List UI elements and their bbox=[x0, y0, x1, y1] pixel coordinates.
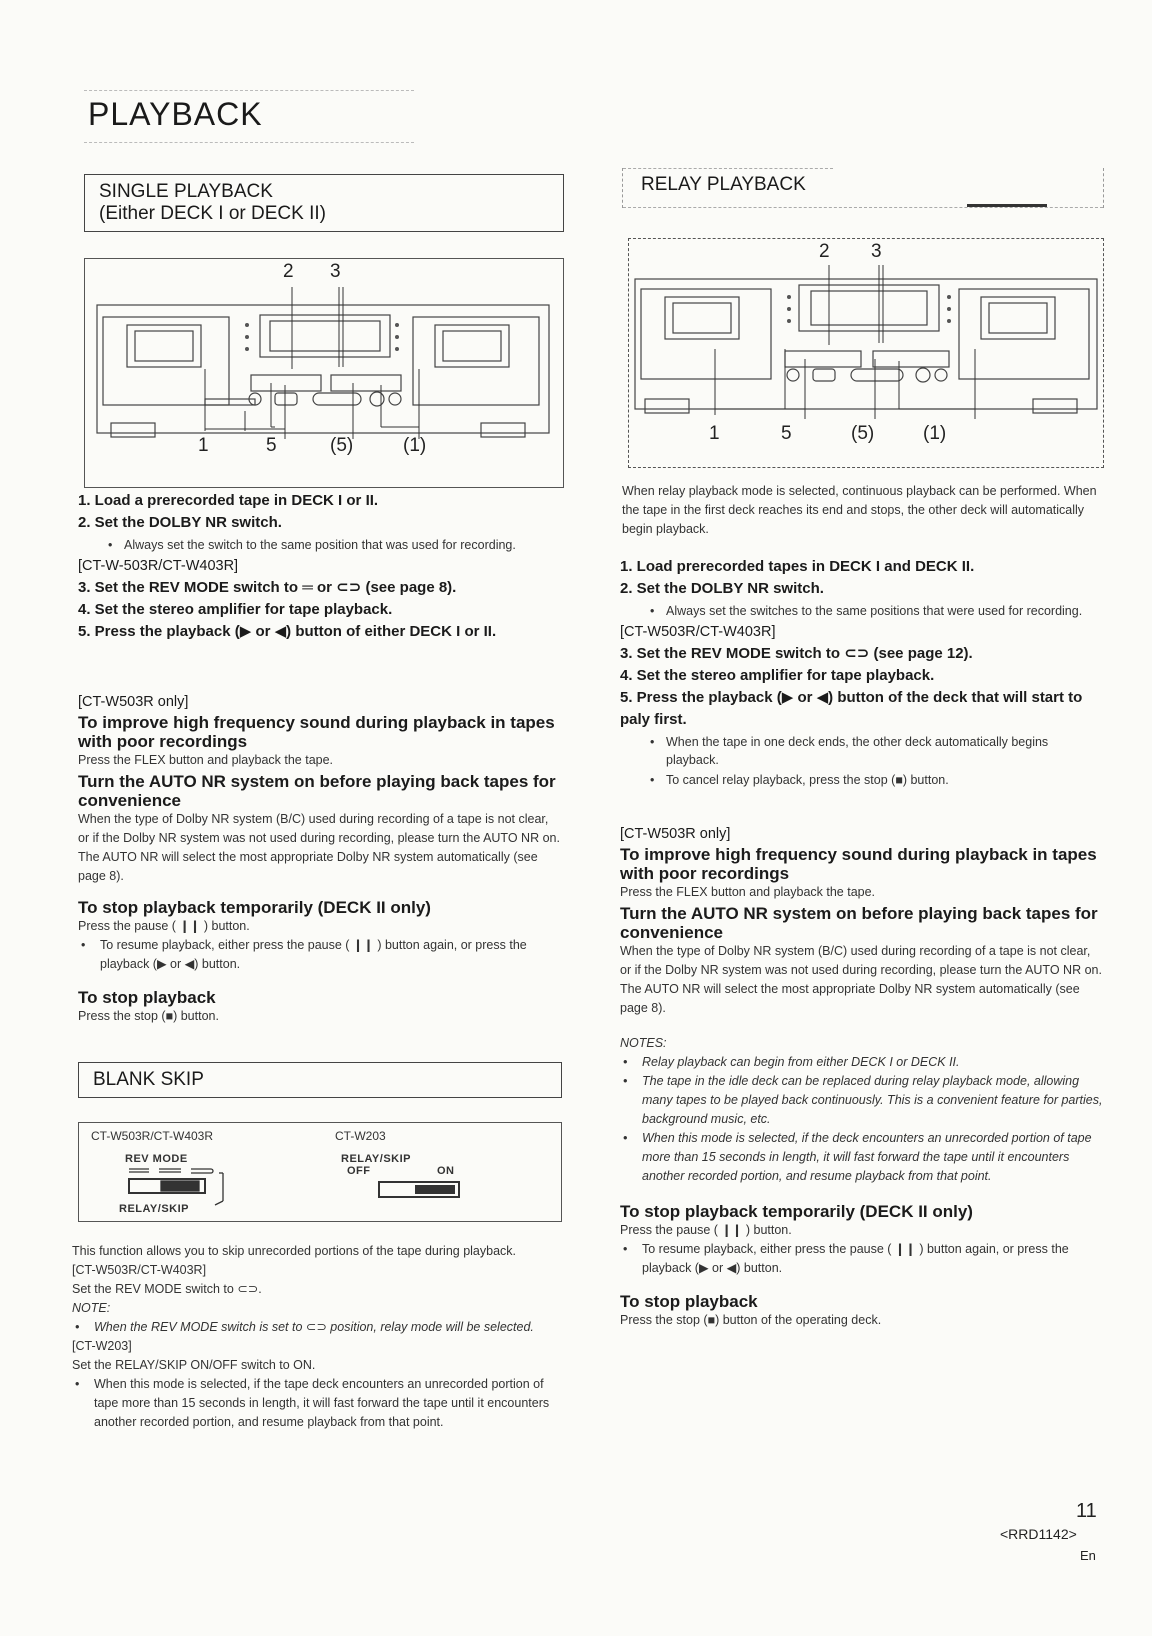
relay-step5-bullet-2: • To cancel relay playback, press the stop (■) button. bbox=[620, 771, 1104, 789]
relay-note-2: • The tape in the idle deck can be replaced during relay playback mode, allowing many tapes to be played back continuously. This is a convenient feature for parties, background music, etc. bbox=[620, 1072, 1104, 1129]
single-autonr-text: When the type of Dolby NR system (B/C) used during recording of a tape is not clear, or if the Dolby NR system was not used during recording, please turn the AUTO NR on. The AUTO NR will select the most appropriate Dolby NR system automatically (see page 8). bbox=[78, 812, 560, 883]
relay-extras bbox=[620, 824, 1104, 1330]
blank-p3: Set the RELAY/SKIP ON/OFF switch to ON. bbox=[72, 1358, 316, 1372]
single-model-2: [CT-W503R only] bbox=[78, 694, 189, 710]
relay-intro: When relay playback mode is selected, continuous playback can be performed. When the tape in the first deck reaches its end and stops, the other deck will automatically begin playback. bbox=[622, 484, 1097, 536]
title-rule-top bbox=[84, 90, 414, 91]
blank-model-1: [CT-W503R/CT-W403R] bbox=[72, 1263, 207, 1277]
blank-skip-text bbox=[72, 1242, 562, 1432]
page-number: 11 bbox=[1076, 1500, 1097, 1522]
relay-model-1: [CT-W503R/CT-W403R] bbox=[620, 624, 776, 640]
relay-step-1: 1. Load prerecorded tapes in DECK I and DECK II. bbox=[620, 558, 975, 575]
single-stop-text: Press the stop (■) button. bbox=[78, 1009, 219, 1023]
relay-step-4: 4. Set the stereo amplifier for tape playback. bbox=[620, 667, 935, 684]
relay-autonr-heading: Turn the AUTO NR system on before playing back tapes for convenience bbox=[620, 904, 1098, 942]
single-extras bbox=[78, 692, 562, 1026]
relay-header-title: RELAY PLAYBACK bbox=[641, 174, 806, 195]
fig2-label-5: 5 bbox=[781, 423, 792, 444]
single-model-1: [CT-W-503R/CT-W403R] bbox=[78, 558, 239, 574]
relay-header-mark bbox=[967, 204, 1047, 207]
relay-notes-label: NOTES: bbox=[620, 1036, 667, 1050]
title-rule-bottom bbox=[84, 142, 414, 143]
relay-step-3: 3. Set the REV MODE switch to ⊂⊃ (see page 12). bbox=[620, 645, 973, 662]
blank-note-label: NOTE: bbox=[72, 1301, 111, 1315]
blank-skip-title: BLANK SKIP bbox=[93, 1069, 204, 1090]
single-playback-header bbox=[84, 174, 564, 232]
fig2-label-1b: (1) bbox=[923, 423, 947, 444]
single-deck-figure bbox=[84, 258, 564, 488]
single-steps bbox=[78, 490, 562, 643]
document-code: <RRD1142> bbox=[1000, 1526, 1077, 1542]
single-step-1: 1. Load a prerecorded tape in DECK I or II. bbox=[78, 492, 379, 509]
relay-flex-heading: To improve high frequency sound during playback in tapes with poor recordings bbox=[620, 845, 1097, 883]
single-pause-heading: To stop playback temporarily (DECK II only) bbox=[78, 898, 431, 917]
single-header-line1: SINGLE PLAYBACK bbox=[99, 181, 273, 202]
relay-flex-text: Press the FLEX button and playback the tape. bbox=[620, 885, 876, 899]
blank-p1: This function allows you to skip unrecorded portions of the tape during playback. bbox=[72, 1244, 517, 1258]
blank-fig-left-label: CT-W503R/CT-W403R bbox=[91, 1129, 214, 1143]
fig1-label-1: 1 bbox=[198, 435, 209, 456]
off-label: OFF bbox=[347, 1165, 371, 1177]
page-title: PLAYBACK bbox=[88, 96, 263, 132]
relay-pause-heading: To stop playback temporarily (DECK II only) bbox=[620, 1202, 973, 1221]
single-pause-text: Press the pause ( ❙❙ ) button. bbox=[78, 919, 250, 933]
relay-note-1: • Relay playback can begin from either DECK I or DECK II. bbox=[620, 1053, 1104, 1072]
relay-step-2: 2. Set the DOLBY NR switch. bbox=[620, 580, 824, 597]
fig2-label-2: 2 bbox=[819, 241, 830, 262]
relay-deck-figure bbox=[628, 238, 1104, 468]
relay-stop-heading: To stop playback bbox=[620, 1292, 758, 1311]
relay-playback-header bbox=[622, 168, 1104, 208]
fig2-label-3: 3 bbox=[871, 241, 882, 262]
fig1-label-3: 3 bbox=[330, 261, 341, 282]
relay-header-rule-top bbox=[623, 168, 833, 169]
single-step-2: 2. Set the DOLBY NR switch. bbox=[78, 514, 282, 531]
blank-note-text: • When the REV MODE switch is set to ⊂⊃ position, relay mode will be selected. bbox=[72, 1318, 562, 1337]
blank-fig-right-label: CT-W203 bbox=[335, 1129, 386, 1143]
single-step-5: 5. Press the playback (▶ or ◀) button of either DECK I or II. bbox=[78, 623, 497, 640]
fig2-label-5b: (5) bbox=[851, 423, 875, 444]
language-code: En bbox=[1080, 1548, 1096, 1563]
single-autonr-heading: Turn the AUTO NR system on before playing back tapes for convenience bbox=[78, 772, 556, 810]
relay-steps bbox=[620, 556, 1104, 789]
relay-header-rule-bottom bbox=[623, 207, 1103, 208]
fig2-label-1: 1 bbox=[709, 423, 720, 444]
single-pause-bullet: • To resume playback, either press the pause ( ❙❙ ) button again, or press the playback (▶ or ◀) button. bbox=[78, 936, 562, 974]
blank-skip-figure bbox=[78, 1122, 562, 1222]
blank-bullet: • When this mode is selected, if the tape deck encounters an unrecorded portion of tape more than 15 seconds in length, it will fast forward the tape until it encounters another recorded portion, and resume playback from that point. bbox=[72, 1375, 562, 1432]
fig1-label-2: 2 bbox=[283, 261, 294, 282]
relay-skip-label-right: RELAY/SKIP bbox=[341, 1153, 412, 1165]
relay-pause-bullet: • To resume playback, either press the pause ( ❙❙ ) button again, or press the playback (▶ or ◀) button. bbox=[620, 1240, 1104, 1278]
blank-p2: Set the REV MODE switch to ⊂⊃. bbox=[72, 1282, 262, 1296]
cassette-deck-illustration bbox=[85, 259, 563, 487]
relay-stop-text: Press the stop (■) button of the operating deck. bbox=[620, 1313, 882, 1327]
single-step-3: 3. Set the REV MODE switch to ═ or ⊂⊃ (see page 8). bbox=[78, 579, 457, 596]
relay-skip-switch-illustration bbox=[375, 1179, 465, 1201]
rev-mode-label: REV MODE bbox=[125, 1153, 188, 1165]
relay-step5-bullet-1: • When the tape in one deck ends, the other deck automatically begins playback. bbox=[620, 733, 1104, 769]
single-header-line2: (Either DECK I or DECK II) bbox=[99, 203, 326, 224]
single-step-4: 4. Set the stereo amplifier for tape playback. bbox=[78, 601, 393, 618]
blank-model-2: [CT-W203] bbox=[72, 1339, 132, 1353]
single-flex-heading: To improve high frequency sound during playback in tapes with poor recordings bbox=[78, 713, 555, 751]
fig1-label-1b: (1) bbox=[403, 435, 427, 456]
single-flex-text: Press the FLEX button and playback the tape. bbox=[78, 753, 334, 767]
single-stop-heading: To stop playback bbox=[78, 988, 216, 1007]
on-label: ON bbox=[437, 1165, 455, 1177]
relay-step2-bullet: • Always set the switches to the same positions that were used for recording. bbox=[620, 602, 1104, 620]
blank-skip-header bbox=[78, 1062, 562, 1098]
fig1-label-5b: (5) bbox=[330, 435, 354, 456]
single-step2-bullet: • Always set the switch to the same position that was used for recording. bbox=[78, 536, 562, 554]
relay-note-3: • When this mode is selected, if the deck encounters an unrecorded portion of tape more than 15 seconds in length, it will fast forward the tape until it encounters another recorded portion, and resume playback from that point. bbox=[620, 1129, 1104, 1186]
relay-step-5: 5. Press the playback (▶ or ◀) button of the deck that will start to paly first. bbox=[620, 689, 1083, 728]
fig1-label-5: 5 bbox=[266, 435, 277, 456]
relay-model-2: [CT-W503R only] bbox=[620, 826, 731, 842]
relay-skip-label-left: RELAY/SKIP bbox=[119, 1203, 190, 1215]
relay-pause-text: Press the pause ( ❙❙ ) button. bbox=[620, 1223, 792, 1237]
relay-autonr-text: When the type of Dolby NR system (B/C) used during recording of a tape is not clear, or if the Dolby NR system was not used during recording, please turn the AUTO NR on. The AUTO NR will select the most appropriate Dolby NR system automatically (see page 8). bbox=[620, 944, 1102, 1015]
